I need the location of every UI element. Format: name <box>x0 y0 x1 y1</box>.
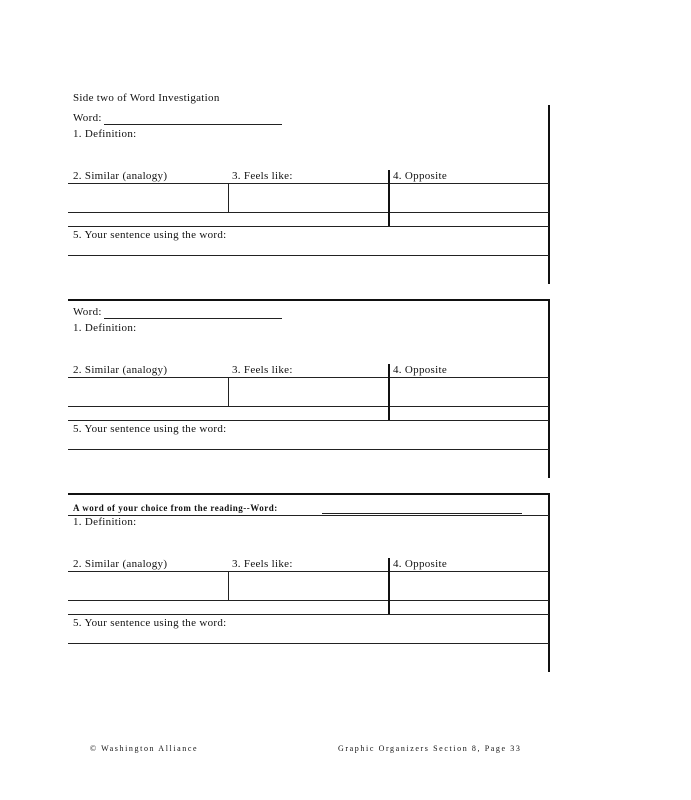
block-top-border <box>68 493 550 495</box>
similar-label: 2. Similar (analogy) <box>73 364 168 376</box>
feels-like-label: 3. Feels like: <box>232 170 293 182</box>
opposite-label: 4. Opposite <box>393 170 448 182</box>
sentence-label: 5. Your sentence using the word: <box>73 617 227 629</box>
opposite-label: 4. Opposite <box>393 364 448 376</box>
row-line <box>68 614 549 615</box>
word-input-line[interactable] <box>322 513 522 514</box>
similar-label: 2. Similar (analogy) <box>73 558 168 570</box>
column-divider <box>388 170 390 227</box>
row-line <box>68 226 549 227</box>
column-divider <box>388 558 390 615</box>
row-line <box>68 600 549 601</box>
word-input-line[interactable] <box>104 124 282 125</box>
row-line <box>68 571 549 572</box>
block-right-border <box>548 493 550 672</box>
definition-label: 1. Definition: <box>73 128 137 140</box>
column-divider <box>228 377 229 407</box>
sentence-line[interactable] <box>68 449 549 450</box>
row-line <box>68 515 549 516</box>
definition-label: 1. Definition: <box>73 322 137 334</box>
word-input-line[interactable] <box>104 318 282 319</box>
row-line <box>68 377 549 378</box>
word-label: A word of your choice from the reading--Word: <box>73 503 278 513</box>
column-divider <box>228 183 229 213</box>
row-line <box>68 212 549 213</box>
footer-copyright: © Washington Alliance <box>90 744 199 753</box>
block-right-border <box>548 105 550 284</box>
opposite-label: 4. Opposite <box>393 558 448 570</box>
footer-page-number: Graphic Organizers Section 8, Page 33 <box>338 744 522 753</box>
block-top-border <box>68 299 550 301</box>
row-line <box>68 420 549 421</box>
word-label: Word: <box>73 112 102 124</box>
feels-like-label: 3. Feels like: <box>232 364 293 376</box>
sentence-line[interactable] <box>68 255 549 256</box>
similar-label: 2. Similar (analogy) <box>73 170 168 182</box>
block-right-border <box>548 299 550 478</box>
row-line <box>68 406 549 407</box>
page-title: Side two of Word Investigation <box>73 92 220 104</box>
feels-like-label: 3. Feels like: <box>232 558 293 570</box>
definition-label: 1. Definition: <box>73 516 137 528</box>
sentence-label: 5. Your sentence using the word: <box>73 423 227 435</box>
row-line <box>68 183 549 184</box>
sentence-line[interactable] <box>68 643 549 644</box>
column-divider <box>388 364 390 421</box>
sentence-label: 5. Your sentence using the word: <box>73 229 227 241</box>
column-divider <box>228 571 229 601</box>
word-label: Word: <box>73 306 102 318</box>
